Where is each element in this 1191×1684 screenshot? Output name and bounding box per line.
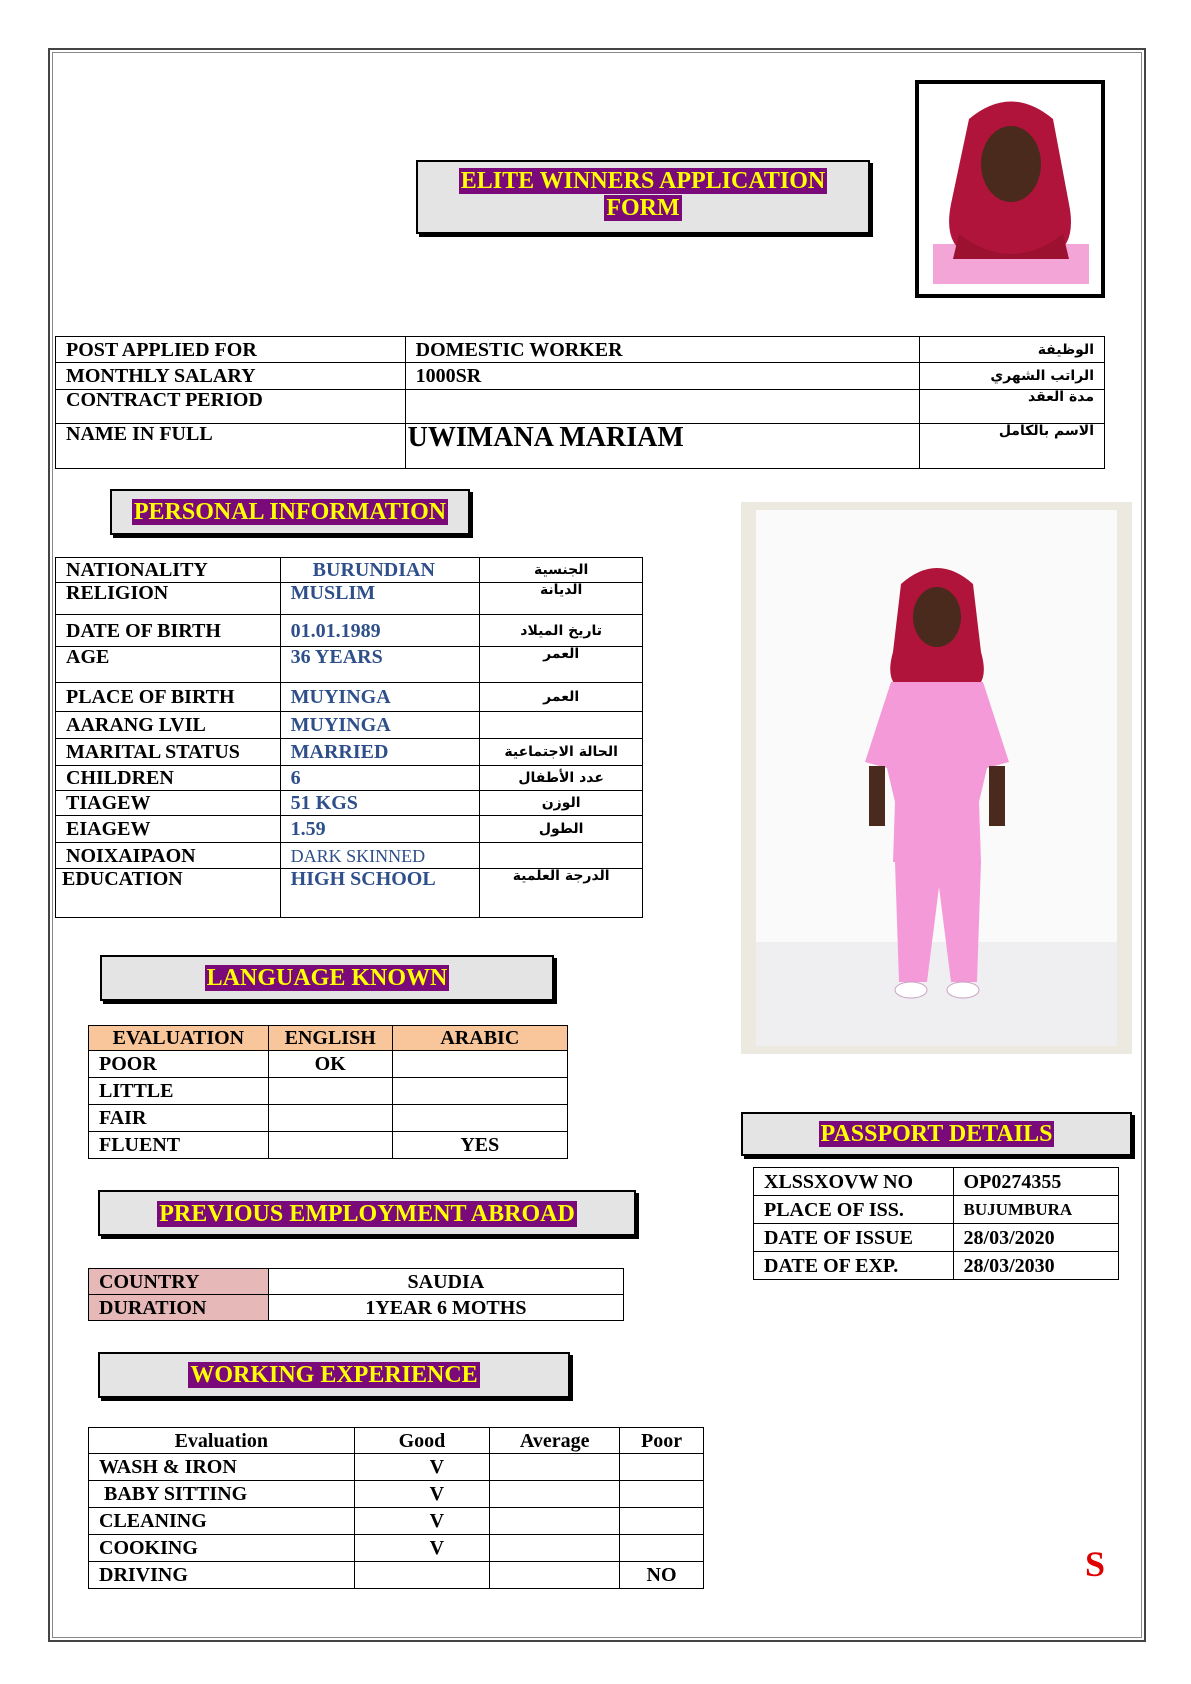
table-row [56,683,643,712]
table-row [56,615,643,647]
language-cell [392,1105,567,1132]
personal-arabic: الديانة [480,583,643,615]
summary-label: MONTHLY SALARY [56,363,406,390]
table-row [56,791,643,816]
skill-name: CLEANING [89,1508,355,1535]
language-cell [392,1051,567,1078]
personal-arabic [480,843,643,869]
skill-poor [620,1481,704,1508]
personal-label: EDUCATION [56,869,281,918]
previous-employment-table [88,1268,624,1321]
table-row [754,1168,1119,1196]
table-row [89,1454,704,1481]
passport-label: PLACE OF ISS. [754,1196,954,1224]
working-header-cell: Poor [620,1428,704,1454]
summary-arabic: الراتب الشهري [920,363,1105,390]
skill-name: BABY SITTING [89,1481,355,1508]
personal-label: CHILDREN [56,766,281,791]
personal-arabic: عدد الأطفال [480,766,643,791]
skill-poor [620,1454,704,1481]
skill-good: V [354,1508,490,1535]
passport-value: OP0274355 [953,1168,1118,1196]
skill-good: V [354,1481,490,1508]
language-level: POOR [89,1051,269,1078]
working-header-cell: Good [354,1428,490,1454]
skill-average [490,1562,620,1589]
table-row [56,869,643,918]
personal-label: RELIGION [56,583,281,615]
language-level: LITTLE [89,1078,269,1105]
skill-average [490,1508,620,1535]
personal-value: BURUNDIAN [280,558,480,583]
working-header-cell: Average [490,1428,620,1454]
personal-value: MUSLIM [280,583,480,615]
summary-value: DOMESTIC WORKER [405,337,919,363]
skill-poor [620,1535,704,1562]
passport-label: DATE OF ISSUE [754,1224,954,1252]
passport-value: 28/03/2020 [953,1224,1118,1252]
previous-label: COUNTRY [89,1269,269,1295]
personal-arabic: تاريخ الميلاد [480,615,643,647]
skill-name: DRIVING [89,1562,355,1589]
working-header-cell: Evaluation [89,1428,355,1454]
portrait-photo [915,80,1105,298]
table-row [89,1105,568,1132]
summary-value: 1000SR [405,363,919,390]
form-title-line2: FORM [606,195,680,221]
personal-value: MUYINGA [280,683,480,712]
personal-arabic: الحالة الاجتماعية [480,739,643,766]
table-row [89,1132,568,1159]
table-row [89,1481,704,1508]
passport-value: BUJUMBURA [953,1196,1118,1224]
personal-label: NATIONALITY [56,558,281,583]
previous-employment-header: PREVIOUS EMPLOYMENT ABROAD [98,1190,636,1236]
language-header-cell: ARABIC [392,1026,567,1051]
summary-arabic: الاسم بالكامل [920,424,1105,469]
personal-label: MARITAL STATUS [56,739,281,766]
skill-name: WASH & IRON [89,1454,355,1481]
personal-arabic: الجنسية [480,558,643,583]
personal-value: 36 YEARS [280,647,480,683]
personal-arabic: العمر [480,647,643,683]
table-row [56,647,643,683]
table-row [56,712,643,739]
summary-label: POST APPLIED FOR [56,337,406,363]
full-body-photo [741,502,1132,1054]
passport-header: PASSPORT DETAILS [741,1112,1132,1156]
language-level: FAIR [89,1105,269,1132]
language-cell [392,1078,567,1105]
working-experience-table [88,1427,704,1589]
table-row [56,337,1105,363]
language-header-cell: EVALUATION [89,1026,269,1051]
table-row [56,363,1105,390]
skill-poor [620,1508,704,1535]
table-row [89,1026,568,1051]
passport-label: XLSSXOVW NO [754,1168,954,1196]
personal-label: EIAGEW [56,816,281,843]
table-row [754,1196,1119,1224]
skill-average [490,1454,620,1481]
passport-value: 28/03/2030 [953,1252,1118,1280]
table-row [89,1508,704,1535]
red-mark-letter: S [1085,1544,1106,1584]
table-row [56,816,643,843]
form-title-line1: ELITE WINNERS APPLICATION [460,168,826,194]
personal-value: MUYINGA [280,712,480,739]
personal-arabic: الدرجة العلمية [480,869,643,918]
summary-label: NAME IN FULL [56,424,406,469]
summary-arabic: مدة العقد [920,390,1105,424]
table-row [89,1078,568,1105]
table-row [754,1224,1119,1252]
language-cell [268,1105,392,1132]
passport-label: DATE OF EXP. [754,1252,954,1280]
personal-value: 51 KGS [280,791,480,816]
personal-info-header: PERSONAL INFORMATION [110,489,470,535]
personal-label: AGE [56,647,281,683]
previous-value: SAUDIA [268,1269,623,1295]
personal-label: AARANG LVIL [56,712,281,739]
working-experience-header: WORKING EXPERIENCE [98,1352,570,1398]
passport-table [753,1167,1119,1280]
skill-good: V [354,1454,490,1481]
language-level: FLUENT [89,1132,269,1159]
table-row [56,766,643,791]
personal-value: 6 [280,766,480,791]
table-row [89,1051,568,1078]
skill-name: COOKING [89,1535,355,1562]
language-cell: YES [392,1132,567,1159]
summary-label: CONTRACT PERIOD [56,390,406,424]
personal-label: DATE OF BIRTH [56,615,281,647]
previous-label: DURATION [89,1295,269,1321]
language-cell [268,1132,392,1159]
summary-value [405,390,919,424]
language-cell [268,1078,392,1105]
skill-poor: NO [620,1562,704,1589]
table-row [89,1269,624,1295]
skill-average [490,1481,620,1508]
previous-value: 1YEAR 6 MOTHS [268,1295,623,1321]
table-row [56,390,1105,424]
skill-good [354,1562,490,1589]
language-header-cell: ENGLISH [268,1026,392,1051]
skill-good: V [354,1535,490,1562]
personal-info-table [55,557,643,918]
personal-label: NOIXAIPAON [56,843,281,869]
table-row [56,843,643,869]
personal-value: 01.01.1989 [280,615,480,647]
personal-arabic: العمر [480,683,643,712]
summary-table [55,336,1105,469]
language-cell: OK [268,1051,392,1078]
personal-value: MARRIED [280,739,480,766]
full-name-value: UWIMANA MARIAM [405,424,919,469]
table-row [89,1562,704,1589]
summary-arabic: الوظيفة [920,337,1105,363]
personal-label: TIAGEW [56,791,281,816]
personal-arabic: الطول [480,816,643,843]
language-table [88,1025,568,1159]
table-row [56,739,643,766]
table-row [56,583,643,615]
language-header: LANGUAGE KNOWN [100,955,554,1001]
personal-arabic: الوزن [480,791,643,816]
personal-value: HIGH SCHOOL [280,869,480,918]
table-row [89,1535,704,1562]
table-row [754,1252,1119,1280]
personal-value: DARK SKINNED [280,843,480,869]
personal-arabic [480,712,643,739]
form-title [416,160,870,234]
table-row [89,1428,704,1454]
table-row [56,558,643,583]
personal-value: 1.59 [280,816,480,843]
personal-label: PLACE OF BIRTH [56,683,281,712]
table-row [89,1295,624,1321]
table-row [56,424,1105,469]
skill-average [490,1535,620,1562]
